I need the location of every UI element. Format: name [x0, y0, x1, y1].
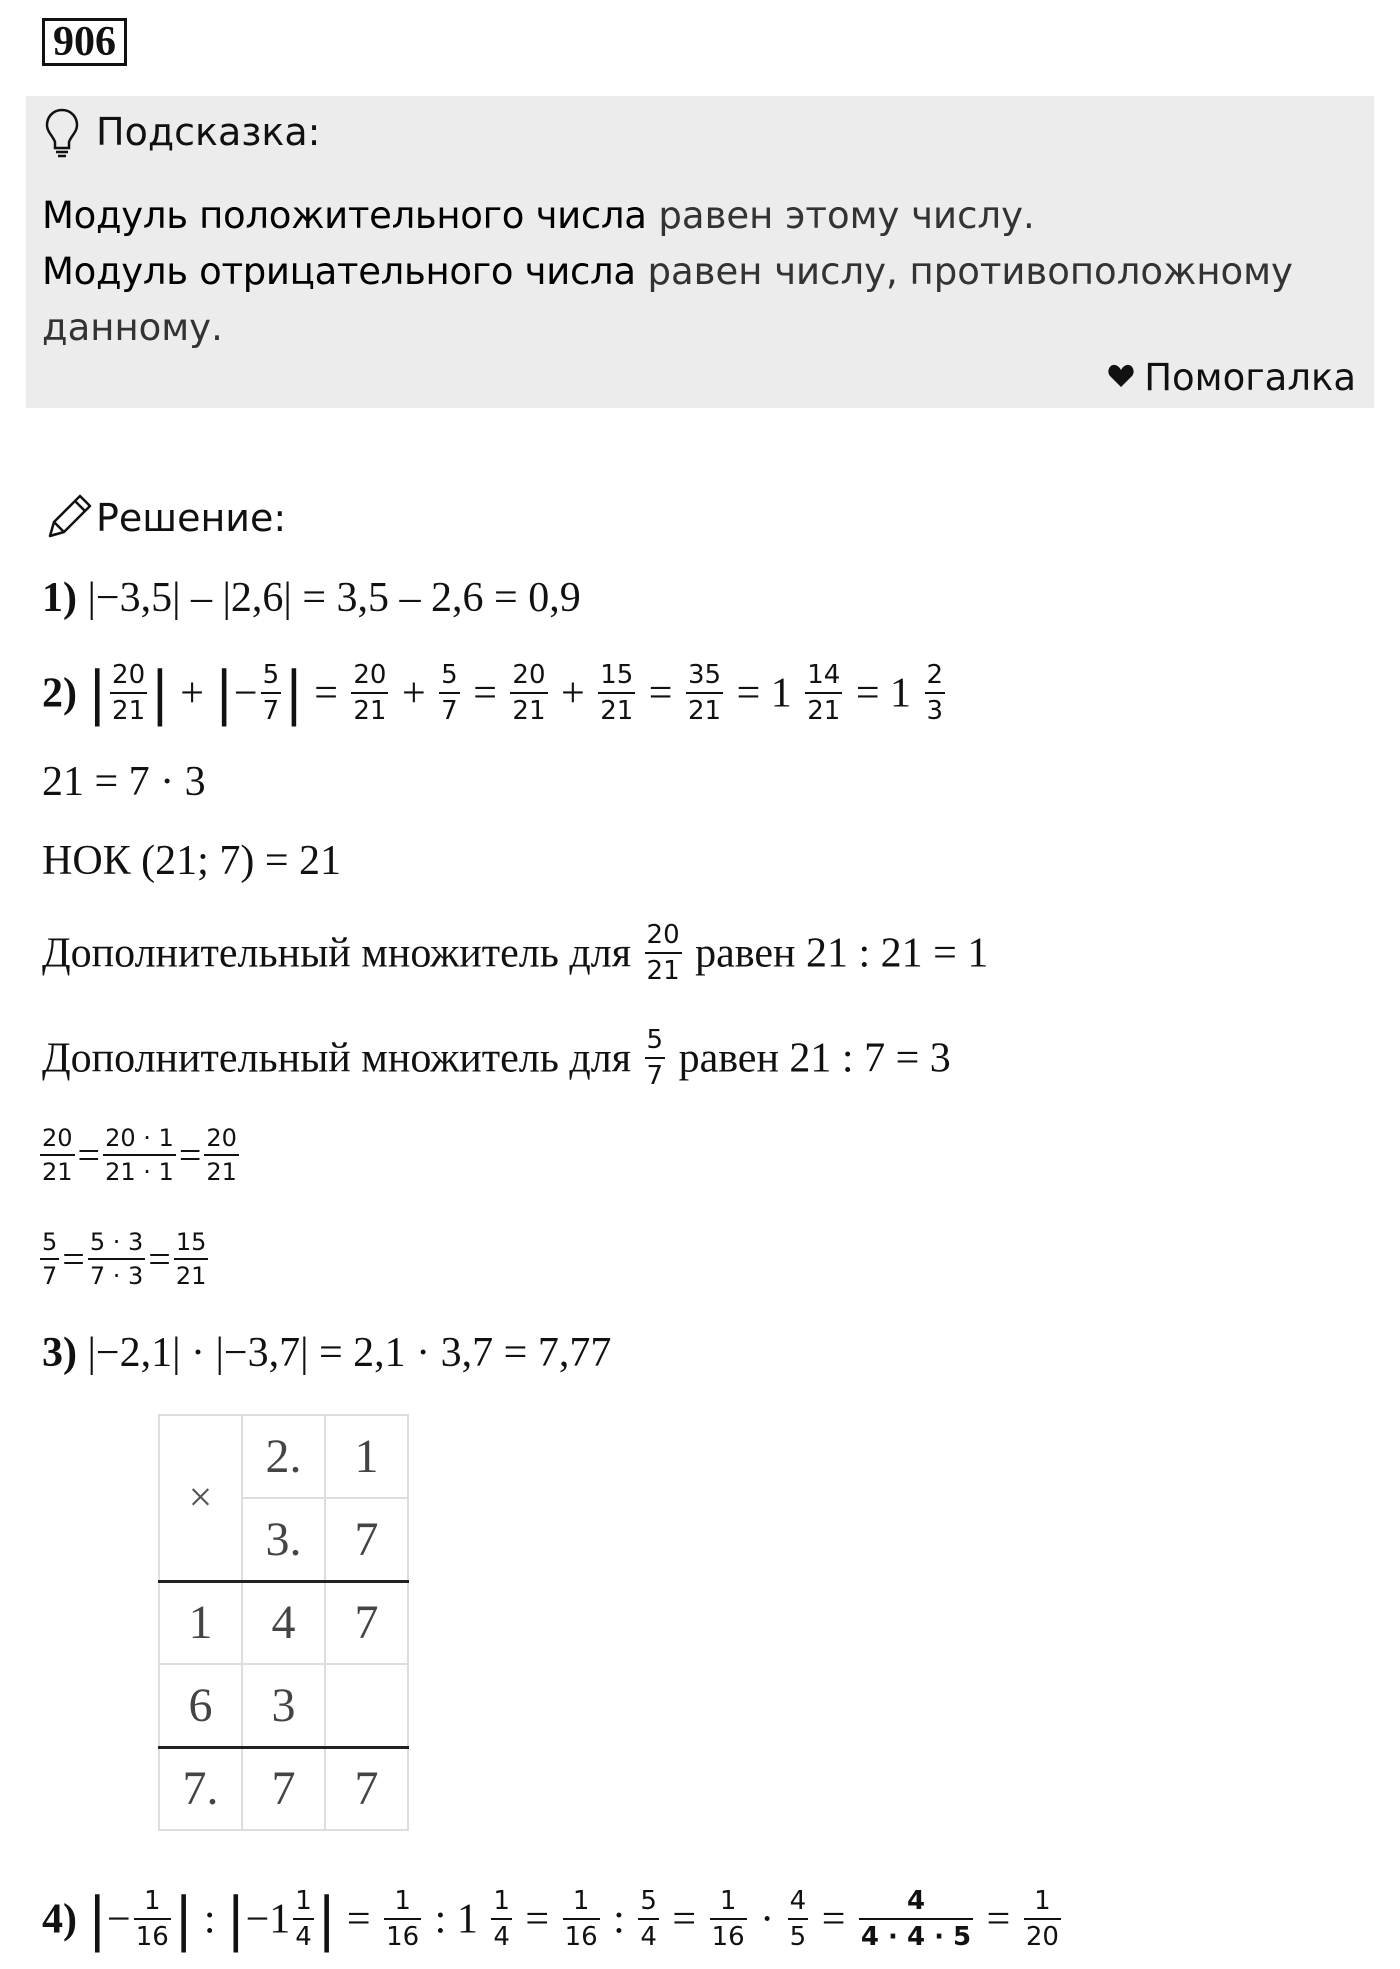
pencil-icon [44, 490, 94, 542]
hint-title: Подсказка: [96, 110, 321, 154]
step-1 [42, 573, 581, 623]
lcm-line: НОК (21; 7) = 21 [42, 838, 342, 884]
solution-title: Решение: [96, 496, 287, 540]
fraction-expansion-2: $\frac{5}{7}$ = $\frac{5 \cdot 3}{7 \cdot 3}$ = $\frac{15}{21}$ [42, 1228, 207, 1290]
step-3-number: 3) [42, 1330, 77, 1376]
multiplier-1-result: равен 21 : 21 = 1 [695, 930, 989, 977]
multiplication-table [158, 1414, 409, 1831]
table-cell: 3 [242, 1664, 325, 1747]
multiplier-line-2: Дополнительный множитель для $\frac{5}{7}$ равен 21 : 7 = 3 [42, 1025, 951, 1092]
table-cell: 7 [325, 1747, 408, 1830]
step-1-number: 1) [42, 575, 77, 621]
table-cell: 1 [159, 1581, 242, 1664]
rule2-bold: Модуль отрицательного числа [42, 250, 636, 293]
heart-icon [1108, 364, 1134, 388]
step-1-expression: |−3,5| – |2,6| = 3,5 – 2,6 = 0,9 [87, 575, 581, 621]
table-cell: 7. [159, 1747, 242, 1830]
step-3-expression: |−2,1| · |−3,7| = 2,1 · 3,7 = 7,77 [87, 1330, 612, 1376]
helper-label: Помогалка [1144, 356, 1356, 399]
table-cell: 7 [242, 1747, 325, 1830]
lightbulb-icon [42, 104, 82, 160]
multiplier-1-text: Дополнительный множитель для [42, 930, 632, 977]
fraction-expansion-1: $\frac{20}{21}$ = $\frac{20 \cdot 1}{21 \cdot 1}$ = $\frac{20}{21}$ [42, 1124, 237, 1186]
table-cell: 4 [242, 1581, 325, 1664]
table-cell: 7 [325, 1581, 408, 1664]
step-2-number: 2) [42, 670, 77, 717]
hint-text [42, 188, 1342, 356]
step-4-number: 4) [42, 1896, 77, 1943]
step-2: 2) | $\frac{20}{21}$ | + |− $\frac{5}{7}$ | = $\frac{20}{21}$ + $\frac{5}{7}$ = $\frac{20}{21}$ + $\frac{15}{21}$ = $\frac{35}{21}$ = 1 $\frac{14}{21}$ = 1 $\frac{2}{3}$ [42, 659, 944, 728]
table-cell: 6 [159, 1664, 242, 1747]
multiplier-2-result: равен 21 : 7 = 3 [678, 1035, 951, 1082]
table-cell [325, 1664, 408, 1747]
multiplier-line-1: Дополнительный множитель для $\frac{20}{21}$ равен 21 : 21 = 1 [42, 920, 989, 987]
rule1-bold: Модуль положительного числа [42, 194, 647, 237]
helper-source[interactable] [1108, 354, 1356, 402]
factorization-line: 21 = 7 · 3 [42, 759, 206, 805]
table-cell: 1 [325, 1415, 408, 1498]
rule1-rest: равен этому числу. [646, 194, 1035, 237]
rule2-rest: равен числу, противоположному данному. [42, 250, 1293, 349]
times-sign: × [159, 1415, 242, 1581]
multiplier-2-text: Дополнительный множитель для [42, 1035, 632, 1082]
task-number: 906 [42, 18, 127, 66]
step-3 [42, 1328, 611, 1378]
table-cell: 2. [242, 1415, 325, 1498]
table-cell: 3. [242, 1498, 325, 1581]
step-4: 4) |− $\frac{1}{16}$ | : |−1 $\frac{1}{4}$ | = $\frac{1}{16}$ : 1 $\frac{1}{4}$ = $\frac{1}{16}$ : $\frac{5}{4}$ = $\frac{1}{16}$ · $\frac{4}{5}$ = $\frac{4}{4 \cdot 4 \cdot 5}$ = $\frac{1}{20}$ [42, 1885, 1059, 1954]
table-cell: 7 [325, 1498, 408, 1581]
